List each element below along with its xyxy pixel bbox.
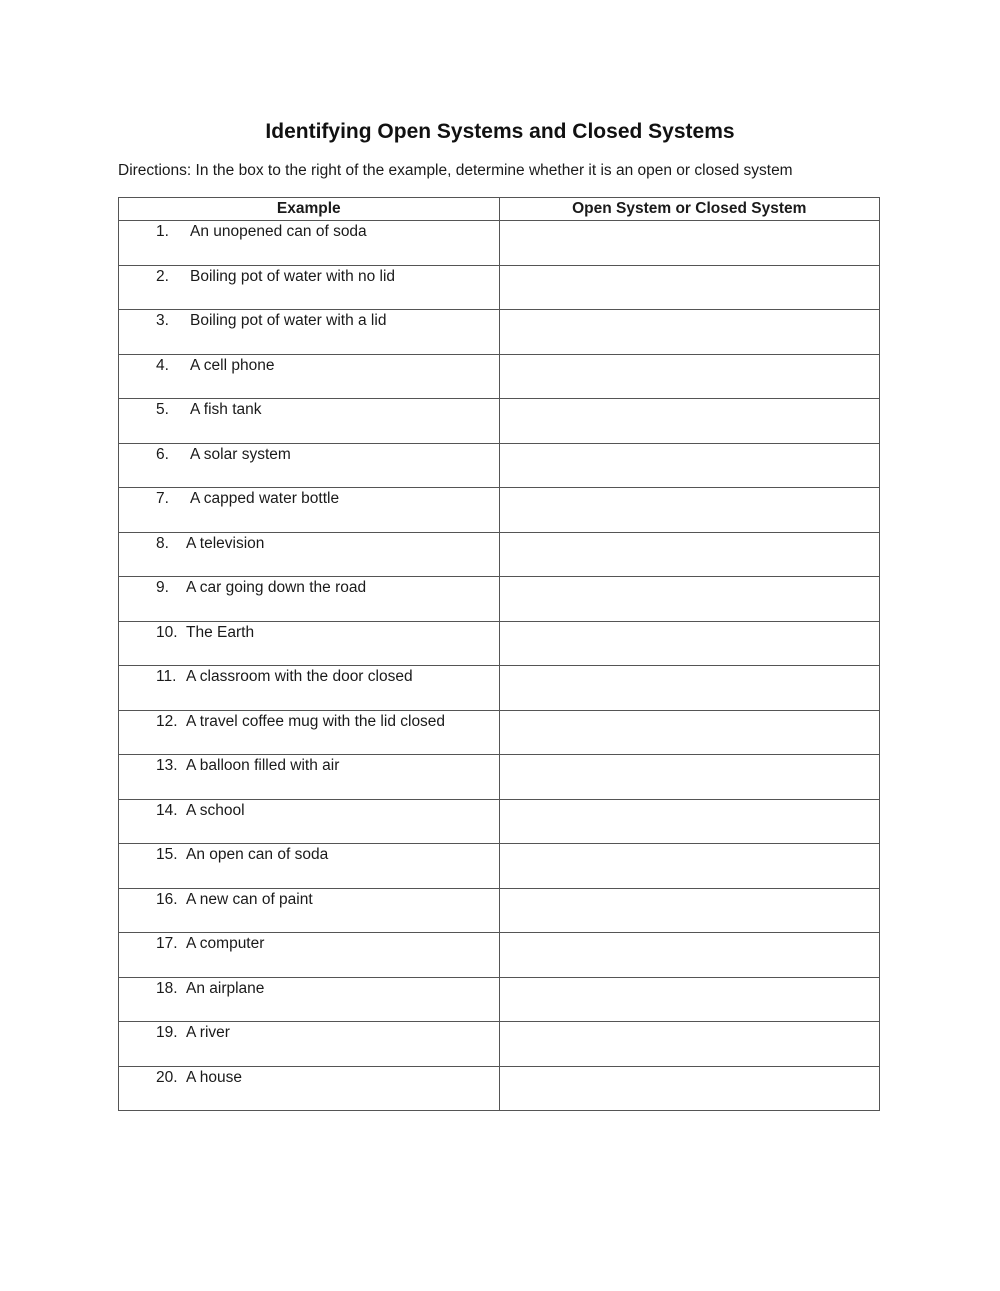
table-row bbox=[119, 577, 880, 622]
item-text: A television bbox=[186, 534, 265, 552]
directions-text: Directions: In the box to the right of the example, determine whether it is an open or closed system bbox=[118, 162, 793, 179]
item-number: 5. bbox=[156, 401, 169, 418]
item-number: 18. bbox=[156, 979, 178, 997]
example-item bbox=[119, 310, 499, 332]
item-text: A solar system bbox=[190, 445, 291, 463]
table-row bbox=[119, 844, 880, 889]
header-example: Example bbox=[119, 198, 500, 221]
table-header-row bbox=[119, 198, 880, 221]
item-text: A house bbox=[186, 1068, 243, 1086]
example-cell bbox=[119, 488, 500, 533]
table-row bbox=[119, 310, 880, 355]
table-row bbox=[119, 933, 880, 978]
example-cell bbox=[119, 755, 500, 800]
item-number: 3. bbox=[156, 312, 169, 329]
item-text: A river bbox=[186, 1024, 230, 1041]
answer-box[interactable] bbox=[499, 532, 880, 577]
item-number: 10. bbox=[156, 623, 178, 641]
item-number: 2. bbox=[156, 267, 169, 285]
example-item bbox=[119, 1022, 499, 1044]
example-cell bbox=[119, 265, 500, 310]
item-number: 17. bbox=[156, 935, 178, 952]
table-row bbox=[119, 666, 880, 711]
item-text: A new can of paint bbox=[186, 890, 313, 908]
item-text: A car going down the road bbox=[186, 579, 367, 596]
answer-box[interactable] bbox=[499, 933, 880, 978]
example-item bbox=[119, 978, 499, 1000]
item-text: A capped water bottle bbox=[190, 490, 340, 507]
item-text: An unopened can of soda bbox=[190, 223, 367, 240]
example-cell bbox=[119, 888, 500, 933]
answer-box[interactable] bbox=[499, 310, 880, 355]
header-open-or-closed: Open System or Closed System bbox=[499, 198, 880, 221]
table-row bbox=[119, 621, 880, 666]
table-row bbox=[119, 399, 880, 444]
table-row bbox=[119, 265, 880, 310]
table-row bbox=[119, 888, 880, 933]
table-row bbox=[119, 354, 880, 399]
table-row bbox=[119, 755, 880, 800]
example-item bbox=[119, 711, 499, 733]
example-item bbox=[119, 444, 499, 466]
item-text: Boiling pot of water with a lid bbox=[190, 312, 387, 329]
example-cell bbox=[119, 221, 500, 266]
answer-box[interactable] bbox=[499, 265, 880, 310]
example-item bbox=[119, 221, 499, 243]
example-item bbox=[119, 1067, 499, 1089]
answer-box[interactable] bbox=[499, 844, 880, 889]
item-number: 13. bbox=[156, 757, 178, 774]
example-cell bbox=[119, 799, 500, 844]
example-item bbox=[119, 933, 499, 955]
example-item bbox=[119, 800, 499, 822]
example-cell bbox=[119, 310, 500, 355]
example-item bbox=[119, 533, 499, 555]
item-number: 11. bbox=[156, 668, 177, 685]
table-row bbox=[119, 710, 880, 755]
answer-box[interactable] bbox=[499, 799, 880, 844]
item-number: 20. bbox=[156, 1068, 178, 1086]
item-text: The Earth bbox=[186, 623, 255, 641]
item-text: An open can of soda bbox=[186, 846, 329, 863]
example-cell bbox=[119, 844, 500, 889]
example-cell bbox=[119, 532, 500, 577]
example-cell bbox=[119, 977, 500, 1022]
example-item bbox=[119, 844, 499, 866]
example-item bbox=[119, 666, 499, 688]
item-number: 12. bbox=[156, 712, 178, 730]
table-row bbox=[119, 799, 880, 844]
table-body bbox=[119, 221, 880, 1111]
item-number: 7. bbox=[156, 490, 169, 507]
answer-box[interactable] bbox=[499, 1022, 880, 1067]
item-number: 14. bbox=[156, 801, 178, 819]
example-item bbox=[119, 488, 499, 510]
table-row bbox=[119, 221, 880, 266]
item-text: A fish tank bbox=[190, 401, 262, 418]
table-row bbox=[119, 532, 880, 577]
item-number: 6. bbox=[156, 445, 169, 463]
table-row bbox=[119, 1022, 880, 1067]
example-item bbox=[119, 755, 499, 777]
answer-box[interactable] bbox=[499, 755, 880, 800]
example-item bbox=[119, 355, 499, 377]
answer-box[interactable] bbox=[499, 488, 880, 533]
item-text: A cell phone bbox=[190, 356, 275, 374]
table-row bbox=[119, 977, 880, 1022]
answer-box[interactable] bbox=[499, 443, 880, 488]
example-cell bbox=[119, 399, 500, 444]
item-text: A travel coffee mug with the lid closed bbox=[186, 712, 446, 730]
item-number: 8. bbox=[156, 534, 169, 552]
example-cell bbox=[119, 666, 500, 711]
example-item bbox=[119, 399, 499, 421]
worksheet-table bbox=[118, 197, 880, 1111]
example-cell bbox=[119, 1022, 500, 1067]
answer-box[interactable] bbox=[499, 354, 880, 399]
item-text: A school bbox=[186, 801, 245, 819]
answer-box[interactable] bbox=[499, 888, 880, 933]
answer-box[interactable] bbox=[499, 621, 880, 666]
example-cell bbox=[119, 933, 500, 978]
table-row bbox=[119, 488, 880, 533]
item-number: 19. bbox=[156, 1024, 178, 1041]
example-cell bbox=[119, 1066, 500, 1111]
item-text: A classroom with the door closed bbox=[186, 668, 413, 685]
item-text: Boiling pot of water with no lid bbox=[190, 267, 396, 285]
example-cell bbox=[119, 621, 500, 666]
answer-box[interactable] bbox=[499, 399, 880, 444]
item-text: A computer bbox=[186, 935, 265, 952]
item-number: 15. bbox=[156, 846, 178, 863]
item-text: A balloon filled with air bbox=[186, 757, 340, 774]
example-cell bbox=[119, 354, 500, 399]
example-item bbox=[119, 577, 499, 599]
answer-box[interactable] bbox=[499, 710, 880, 755]
answer-box[interactable] bbox=[499, 577, 880, 622]
item-number: 16. bbox=[156, 890, 178, 908]
example-cell bbox=[119, 577, 500, 622]
answer-box[interactable] bbox=[499, 977, 880, 1022]
table-row bbox=[119, 443, 880, 488]
example-cell bbox=[119, 443, 500, 488]
example-item bbox=[119, 889, 499, 911]
answer-box[interactable] bbox=[499, 1066, 880, 1111]
item-number: 4. bbox=[156, 356, 169, 374]
example-item bbox=[119, 622, 499, 644]
table-row bbox=[119, 1066, 880, 1111]
item-number: 1. bbox=[156, 223, 169, 240]
item-text: An airplane bbox=[186, 979, 265, 997]
answer-box[interactable] bbox=[499, 221, 880, 266]
page-title: Identifying Open Systems and Closed Systems bbox=[265, 120, 735, 143]
answer-box[interactable] bbox=[499, 666, 880, 711]
example-item bbox=[119, 266, 499, 288]
item-number: 9. bbox=[156, 579, 169, 596]
example-cell bbox=[119, 710, 500, 755]
